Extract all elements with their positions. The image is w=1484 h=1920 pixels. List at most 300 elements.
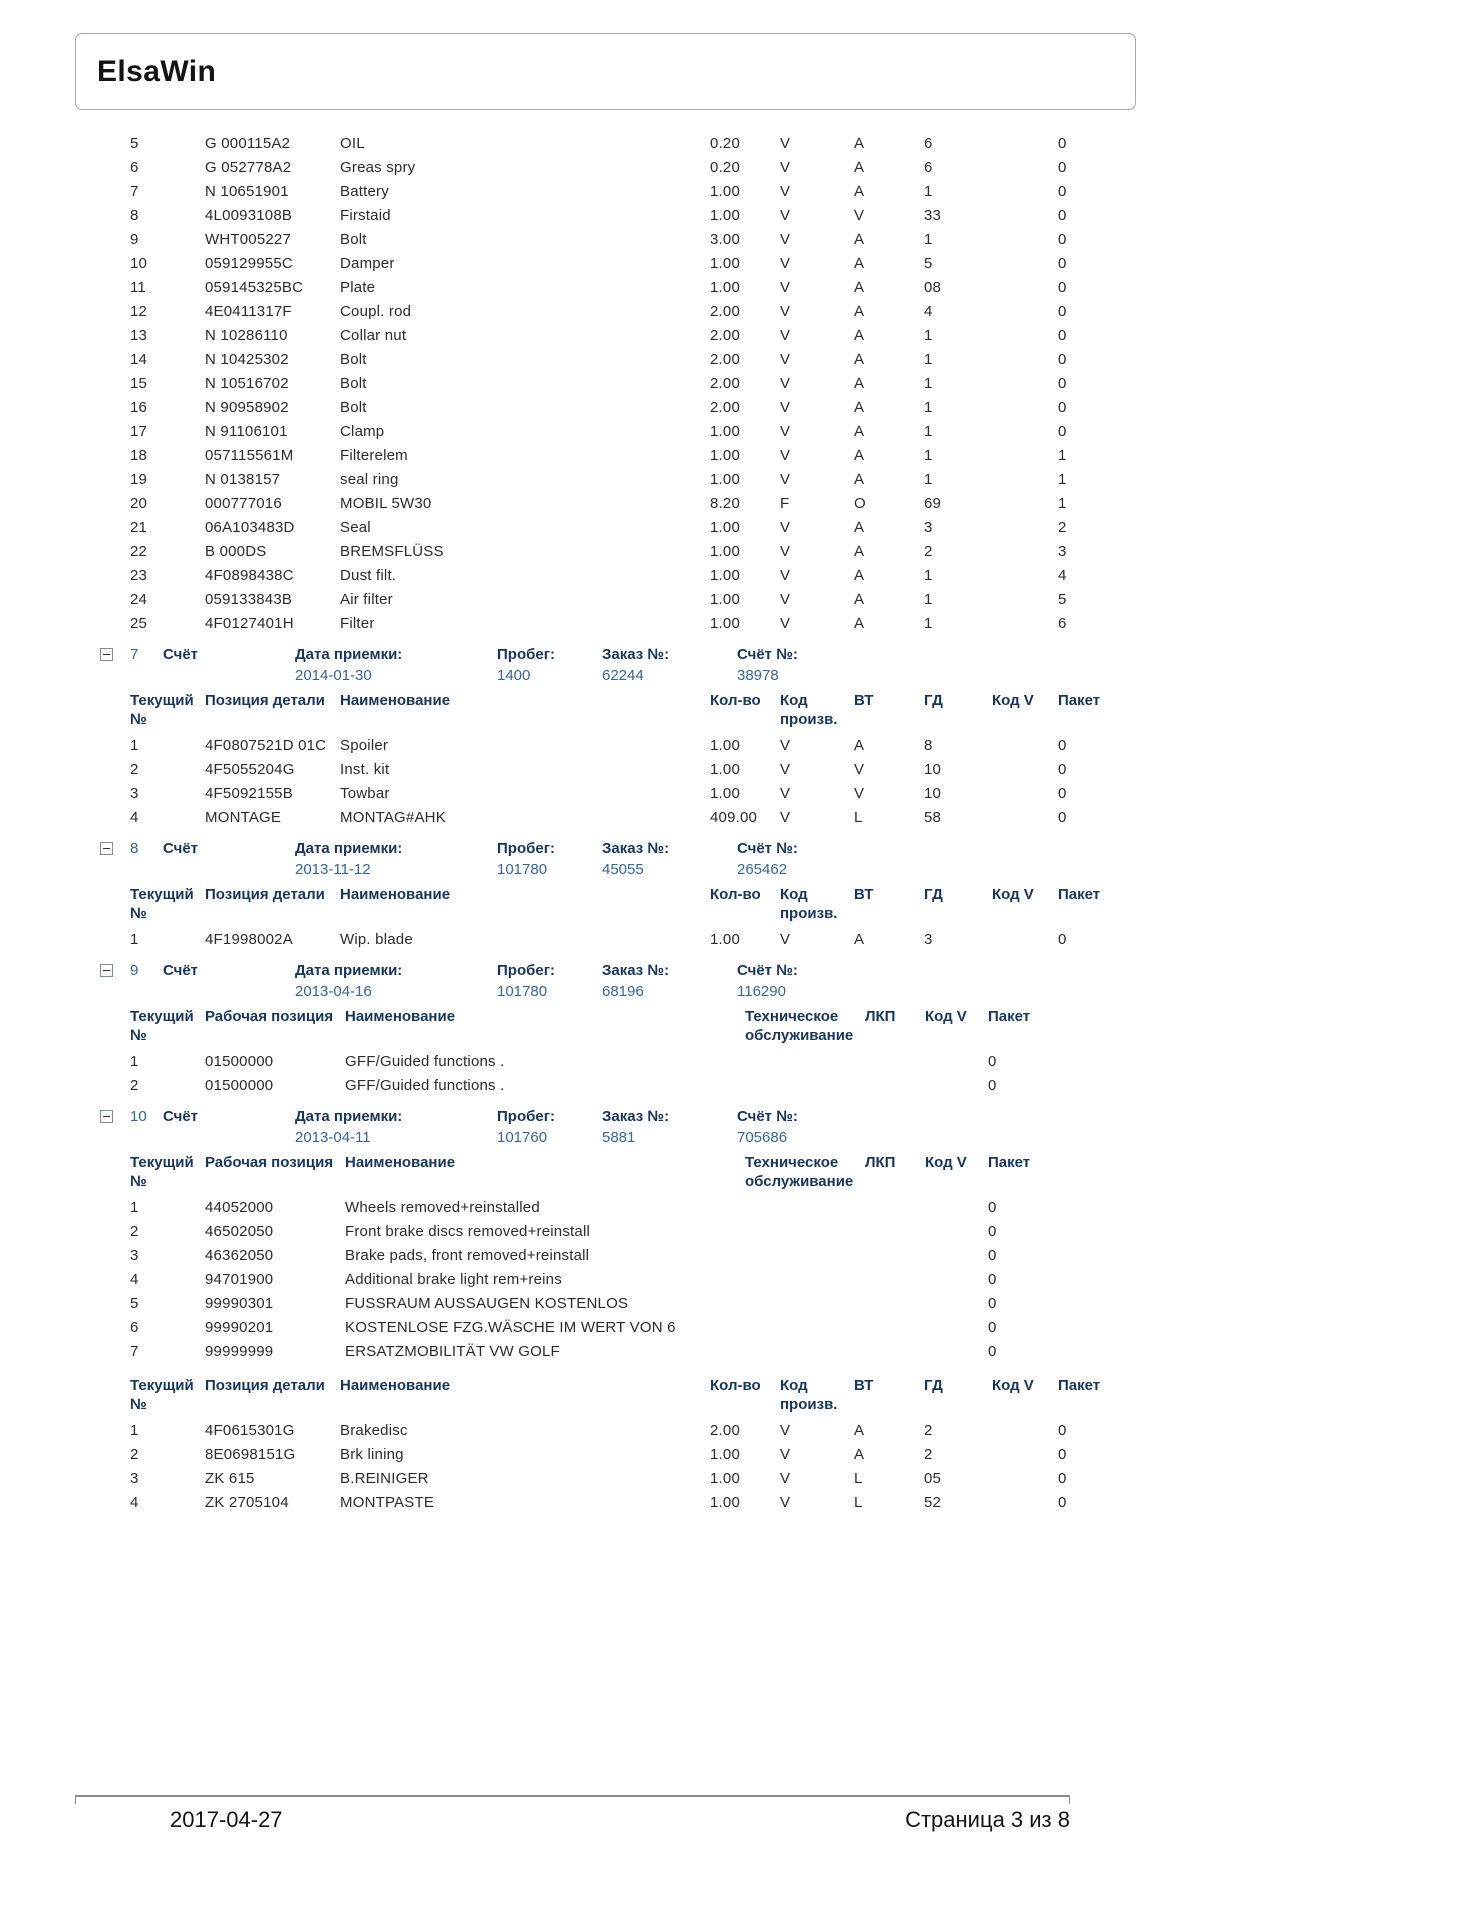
cell-paket: 0 bbox=[988, 1319, 997, 1336]
cell-vt: A bbox=[854, 231, 865, 248]
cell-row-number: 1 bbox=[130, 737, 139, 754]
invoice-no-label: Счёт №: bbox=[737, 646, 798, 663]
cell-manufacturer-code: V bbox=[780, 567, 791, 584]
section-invoice-7 bbox=[95, 645, 1225, 830]
cell-part-name: Wip. blade bbox=[340, 931, 413, 948]
section-invoice-8 bbox=[95, 839, 1225, 952]
cell-work-name: KOSTENLOSE FZG.WÄSCHE IM WERT VON 6 bbox=[345, 1319, 676, 1336]
cell-manufacturer-code: V bbox=[780, 785, 791, 802]
cell-lkp bbox=[865, 1316, 925, 1340]
cell-paket: 1 bbox=[1058, 447, 1067, 464]
col-paket: Пакет bbox=[988, 1154, 1031, 1171]
order-no-value: 45055 bbox=[602, 861, 644, 878]
cell-paket: 0 bbox=[988, 1077, 997, 1094]
acceptance-date-value: 2013-04-11 bbox=[295, 1129, 371, 1146]
cell-vt: A bbox=[854, 543, 865, 560]
order-no-value: 68196 bbox=[602, 983, 644, 1000]
parts-header-row bbox=[130, 1376, 1138, 1419]
invoice-header bbox=[95, 839, 1225, 879]
cell-gd: 1 bbox=[924, 183, 933, 200]
cell-paket: 3 bbox=[1058, 543, 1067, 560]
cell-work-position: 01500000 bbox=[205, 1077, 274, 1094]
cell-part-number: N 10286110 bbox=[205, 327, 288, 344]
invoice-no-field bbox=[737, 839, 967, 879]
col-name: Наименование bbox=[340, 886, 451, 903]
cell-row-number: 6 bbox=[130, 1319, 139, 1336]
cell-paket: 0 bbox=[1058, 231, 1067, 248]
cell-quantity: 1.00 bbox=[710, 591, 740, 608]
cell-gd: 2 bbox=[924, 1446, 933, 1463]
cell-quantity: 0.20 bbox=[710, 135, 740, 152]
cell-row-number: 15 bbox=[130, 375, 148, 392]
cell-lkp bbox=[865, 1196, 925, 1220]
parts-row bbox=[130, 348, 1138, 372]
cell-vt: A bbox=[854, 615, 865, 632]
parts-row bbox=[130, 1443, 1138, 1467]
col-kod-v: Код V bbox=[925, 1154, 967, 1171]
cell-vt: A bbox=[854, 737, 865, 754]
col-work-position: Рабочая позиция bbox=[205, 1154, 334, 1171]
cell-lkp bbox=[865, 1050, 925, 1074]
cell-part-number: 4F0898438C bbox=[205, 567, 294, 584]
cell-part-number: G 052778A2 bbox=[205, 159, 292, 176]
work-row bbox=[130, 1244, 1073, 1268]
cell-quantity: 1.00 bbox=[710, 1494, 740, 1511]
cell-manufacturer-code: V bbox=[780, 615, 791, 632]
cell-vt: V bbox=[854, 785, 865, 802]
cell-part-name: Collar nut bbox=[340, 327, 407, 344]
cell-paket: 1 bbox=[1058, 471, 1067, 488]
invoice-no-label: Счёт №: bbox=[737, 840, 798, 857]
cell-kod-v bbox=[925, 1340, 988, 1364]
col-manufacturer-code: Код произв. bbox=[780, 1377, 838, 1413]
col-kod-v: Код V bbox=[992, 692, 1034, 709]
cell-part-name: Filter bbox=[340, 615, 375, 632]
cell-work-position: 46362050 bbox=[205, 1247, 274, 1264]
cell-part-number: 000777016 bbox=[205, 495, 282, 512]
parts-row bbox=[130, 228, 1138, 252]
cell-manufacturer-code: V bbox=[780, 1446, 791, 1463]
cell-row-number: 13 bbox=[130, 327, 148, 344]
cell-row-number: 2 bbox=[130, 1077, 139, 1094]
cell-service bbox=[745, 1050, 865, 1074]
parts-row bbox=[130, 420, 1138, 444]
cell-vt: A bbox=[854, 255, 865, 272]
cell-manufacturer-code: V bbox=[780, 303, 791, 320]
cell-part-name: Bolt bbox=[340, 375, 367, 392]
cell-part-number: 4L0093108B bbox=[205, 207, 293, 224]
cell-kod-v bbox=[992, 758, 1058, 782]
cell-gd: 10 bbox=[924, 785, 942, 802]
cell-gd: 5 bbox=[924, 255, 933, 272]
cell-work-position: 99999999 bbox=[205, 1343, 274, 1360]
cell-kod-v bbox=[992, 324, 1058, 348]
cell-part-name: MONTAG#AHK bbox=[340, 809, 446, 826]
work-row bbox=[130, 1340, 1073, 1364]
invoice-number: 9 bbox=[130, 962, 139, 979]
acceptance-date-value: 2013-11-12 bbox=[295, 861, 371, 878]
cell-kod-v bbox=[992, 156, 1058, 180]
cell-manufacturer-code: V bbox=[780, 931, 791, 948]
cell-work-position: 99990301 bbox=[205, 1295, 274, 1312]
cell-kod-v bbox=[925, 1220, 988, 1244]
work-row bbox=[130, 1292, 1073, 1316]
cell-service bbox=[745, 1340, 865, 1364]
cell-gd: 52 bbox=[924, 1494, 942, 1511]
parts-row bbox=[130, 132, 1138, 156]
cell-lkp bbox=[865, 1074, 925, 1098]
cell-manufacturer-code: V bbox=[780, 471, 791, 488]
cell-part-number: N 0138157 bbox=[205, 471, 281, 488]
col-quantity: Кол-во bbox=[710, 886, 761, 903]
cell-row-number: 25 bbox=[130, 615, 148, 632]
cell-gd: 8 bbox=[924, 737, 933, 754]
cell-vt: A bbox=[854, 423, 865, 440]
cell-service bbox=[745, 1292, 865, 1316]
cell-quantity: 1.00 bbox=[710, 447, 740, 464]
cell-manufacturer-code: V bbox=[780, 207, 791, 224]
cell-manufacturer-code: V bbox=[780, 591, 791, 608]
cell-gd: 05 bbox=[924, 1470, 942, 1487]
mileage-field bbox=[497, 839, 602, 879]
cell-row-number: 11 bbox=[130, 279, 146, 296]
collapse-icon[interactable] bbox=[100, 1110, 113, 1123]
cell-part-name: BREMSFLÜSS bbox=[340, 543, 444, 560]
invoice-no-value: 265462 bbox=[737, 861, 788, 878]
col-manufacturer-code: Код произв. bbox=[780, 886, 838, 922]
cell-part-name: MOBIL 5W30 bbox=[340, 495, 432, 512]
cell-quantity: 2.00 bbox=[710, 351, 740, 368]
cell-manufacturer-code: V bbox=[780, 1470, 791, 1487]
cell-work-position: 01500000 bbox=[205, 1053, 274, 1070]
cell-gd: 08 bbox=[924, 279, 942, 296]
cell-part-name: Brakedisc bbox=[340, 1422, 408, 1439]
cell-part-number: 059145325BC bbox=[205, 279, 304, 296]
parts-row bbox=[130, 372, 1138, 396]
cell-gd: 1 bbox=[924, 471, 933, 488]
cell-part-number: 4F0615301G bbox=[205, 1422, 295, 1439]
invoice-no-label: Счёт №: bbox=[737, 1108, 798, 1125]
collapse-icon[interactable] bbox=[100, 964, 113, 977]
col-current-no: Текущий № bbox=[130, 1154, 194, 1190]
invoice-label: Счёт bbox=[163, 840, 199, 857]
cell-gd: 33 bbox=[924, 207, 942, 224]
cell-row-number: 23 bbox=[130, 567, 148, 584]
cell-part-number: 4E0411317F bbox=[205, 303, 292, 320]
cell-quantity: 1.00 bbox=[710, 931, 740, 948]
cell-row-number: 24 bbox=[130, 591, 148, 608]
cell-vt: V bbox=[854, 761, 865, 778]
cell-kod-v bbox=[992, 204, 1058, 228]
parts-row bbox=[130, 1419, 1138, 1443]
col-kod-v: Код V bbox=[925, 1008, 967, 1025]
cell-gd: 1 bbox=[924, 423, 933, 440]
cell-row-number: 6 bbox=[130, 159, 139, 176]
mileage-field bbox=[497, 645, 602, 685]
cell-manufacturer-code: V bbox=[780, 351, 791, 368]
cell-kod-v bbox=[992, 928, 1058, 952]
invoice-no-field bbox=[737, 1107, 967, 1147]
cell-quantity: 1.00 bbox=[710, 255, 740, 272]
cell-vt: L bbox=[854, 1470, 863, 1487]
col-service: Техническое обслуживание bbox=[745, 1154, 854, 1190]
cell-paket: 5 bbox=[1058, 591, 1067, 608]
col-vt: ВТ bbox=[854, 1377, 874, 1394]
cell-row-number: 19 bbox=[130, 471, 148, 488]
section-invoice-10 bbox=[95, 1107, 1225, 1515]
invoice-number: 10 bbox=[130, 1108, 147, 1125]
invoice-label: Счёт bbox=[163, 646, 199, 663]
cell-paket: 0 bbox=[1058, 1446, 1067, 1463]
cell-row-number: 9 bbox=[130, 231, 139, 248]
col-work-position: Рабочая позиция bbox=[205, 1008, 334, 1025]
cell-part-number: WHT005227 bbox=[205, 231, 292, 248]
cell-service bbox=[745, 1220, 865, 1244]
cell-gd: 10 bbox=[924, 761, 942, 778]
cell-row-number: 2 bbox=[130, 1446, 139, 1463]
parts-row bbox=[130, 1467, 1138, 1491]
cell-quantity: 2.00 bbox=[710, 1422, 740, 1439]
cell-kod-v bbox=[992, 734, 1058, 758]
cell-vt: O bbox=[854, 495, 866, 512]
cell-kod-v bbox=[992, 612, 1058, 636]
cell-vt: A bbox=[854, 399, 865, 416]
col-lkp: ЛКП bbox=[865, 1008, 896, 1025]
cell-quantity: 2.00 bbox=[710, 399, 740, 416]
cell-part-number: MONTAGE bbox=[205, 809, 282, 826]
acceptance-date-label: Дата приемки: bbox=[295, 962, 403, 979]
cell-quantity: 1.00 bbox=[710, 785, 740, 802]
order-no-label: Заказ №: bbox=[602, 962, 670, 979]
parts-row bbox=[130, 204, 1138, 228]
cell-paket: 0 bbox=[988, 1223, 997, 1240]
cell-part-name: Bolt bbox=[340, 399, 367, 416]
cell-quantity: 1.00 bbox=[710, 615, 740, 632]
cell-part-name: Bolt bbox=[340, 231, 367, 248]
parts-row bbox=[130, 1491, 1138, 1515]
mileage-label: Пробег: bbox=[497, 962, 555, 979]
cell-work-name: FUSSRAUM AUSSAUGEN KOSTENLOS bbox=[345, 1295, 629, 1312]
mileage-label: Пробег: bbox=[497, 1108, 555, 1125]
parts-row bbox=[130, 300, 1138, 324]
col-paket: Пакет bbox=[1058, 886, 1101, 903]
col-current-no: Текущий № bbox=[130, 1008, 194, 1044]
cell-work-name: Front brake discs removed+reinstall bbox=[345, 1223, 591, 1240]
acceptance-date-field bbox=[295, 645, 497, 685]
cell-kod-v bbox=[925, 1074, 988, 1098]
section-invoice-9 bbox=[95, 961, 1225, 1098]
cell-manufacturer-code: V bbox=[780, 279, 791, 296]
col-gd: ГД bbox=[924, 1377, 943, 1394]
cell-part-name: B.REINIGER bbox=[340, 1470, 429, 1487]
parts-row bbox=[130, 444, 1138, 468]
cell-kod-v bbox=[925, 1050, 988, 1074]
app-title: ElsaWin bbox=[97, 54, 217, 88]
cell-part-name: Filterelem bbox=[340, 447, 408, 464]
cell-paket: 0 bbox=[988, 1247, 997, 1264]
acceptance-date-value: 2014-01-30 bbox=[295, 667, 372, 684]
cell-quantity: 3.00 bbox=[710, 231, 740, 248]
cell-gd: 2 bbox=[924, 1422, 933, 1439]
cell-gd: 69 bbox=[924, 495, 942, 512]
cell-quantity: 2.00 bbox=[710, 303, 740, 320]
invoice-no-field bbox=[737, 961, 967, 1001]
cell-kod-v bbox=[925, 1196, 988, 1220]
cell-service bbox=[745, 1196, 865, 1220]
col-lkp: ЛКП bbox=[865, 1154, 896, 1171]
cell-paket: 0 bbox=[1058, 785, 1067, 802]
cell-part-name: Clamp bbox=[340, 423, 385, 440]
cell-vt: A bbox=[854, 135, 865, 152]
cell-part-name: Towbar bbox=[340, 785, 390, 802]
cell-work-position: 46502050 bbox=[205, 1223, 274, 1240]
cell-quantity: 1.00 bbox=[710, 471, 740, 488]
collapse-icon[interactable] bbox=[100, 842, 113, 855]
invoice-number: 8 bbox=[130, 840, 139, 857]
cell-vt: A bbox=[854, 279, 865, 296]
cell-part-name: Greas spry bbox=[340, 159, 416, 176]
cell-paket: 0 bbox=[1058, 255, 1067, 272]
cell-kod-v bbox=[992, 806, 1058, 830]
invoice-header bbox=[95, 1107, 1225, 1147]
cell-kod-v bbox=[992, 1467, 1058, 1491]
col-vt: ВТ bbox=[854, 886, 874, 903]
invoice-header bbox=[95, 961, 1225, 1001]
collapse-icon[interactable] bbox=[100, 648, 113, 661]
cell-row-number: 1 bbox=[130, 931, 139, 948]
cell-row-number: 18 bbox=[130, 447, 148, 464]
cell-kod-v bbox=[992, 372, 1058, 396]
cell-paket: 2 bbox=[1058, 519, 1067, 536]
col-gd: ГД bbox=[924, 692, 943, 709]
cell-lkp bbox=[865, 1340, 925, 1364]
cell-kod-v bbox=[925, 1292, 988, 1316]
invoice-number: 7 bbox=[130, 646, 139, 663]
cell-row-number: 3 bbox=[130, 785, 139, 802]
work-row bbox=[130, 1074, 1073, 1098]
cell-kod-v bbox=[992, 468, 1058, 492]
cell-kod-v bbox=[992, 1419, 1058, 1443]
cell-quantity: 1.00 bbox=[710, 1446, 740, 1463]
cell-service bbox=[745, 1074, 865, 1098]
cell-kod-v bbox=[992, 348, 1058, 372]
cell-vt: A bbox=[854, 567, 865, 584]
mileage-value: 101780 bbox=[497, 983, 548, 1000]
invoice-no-label: Счёт №: bbox=[737, 962, 798, 979]
cell-paket: 0 bbox=[1058, 423, 1067, 440]
order-no-field bbox=[602, 1107, 737, 1147]
cell-row-number: 8 bbox=[130, 207, 139, 224]
cell-row-number: 7 bbox=[130, 1343, 139, 1360]
acceptance-date-field bbox=[295, 839, 497, 879]
cell-part-name: Damper bbox=[340, 255, 395, 272]
order-no-label: Заказ №: bbox=[602, 646, 670, 663]
cell-part-name: Seal bbox=[340, 519, 371, 536]
cell-gd: 1 bbox=[924, 399, 933, 416]
cell-quantity: 1.00 bbox=[710, 519, 740, 536]
cell-row-number: 4 bbox=[130, 809, 139, 826]
cell-paket: 0 bbox=[1058, 327, 1067, 344]
page-indicator: Страница 3 из 8 bbox=[905, 1807, 1070, 1832]
cell-row-number: 21 bbox=[130, 519, 148, 536]
cell-work-name: GFF/Guided functions . bbox=[345, 1077, 505, 1094]
page-footer bbox=[75, 1795, 1070, 1833]
cell-part-number: 059133843B bbox=[205, 591, 293, 608]
order-no-label: Заказ №: bbox=[602, 840, 670, 857]
cell-vt: A bbox=[854, 591, 865, 608]
cell-vt: A bbox=[854, 519, 865, 536]
cell-manufacturer-code: V bbox=[780, 159, 791, 176]
cell-row-number: 5 bbox=[130, 1295, 139, 1312]
cell-part-number: 4F1998002A bbox=[205, 931, 293, 948]
parts-row bbox=[130, 928, 1138, 952]
col-current-no: Текущий № bbox=[130, 886, 194, 922]
parts-row bbox=[130, 540, 1138, 564]
cell-manufacturer-code: V bbox=[780, 327, 791, 344]
cell-vt: A bbox=[854, 327, 865, 344]
parts-row bbox=[130, 396, 1138, 420]
cell-row-number: 1 bbox=[130, 1053, 139, 1070]
cell-quantity: 1.00 bbox=[710, 737, 740, 754]
cell-vt: A bbox=[854, 471, 865, 488]
cell-gd: 1 bbox=[924, 567, 933, 584]
cell-work-position: 44052000 bbox=[205, 1199, 274, 1216]
cell-quantity: 1.00 bbox=[710, 279, 740, 296]
cell-kod-v bbox=[992, 564, 1058, 588]
mileage-value: 101780 bbox=[497, 861, 548, 878]
cell-part-name: Air filter bbox=[340, 591, 393, 608]
cell-vt: L bbox=[854, 1494, 863, 1511]
cell-manufacturer-code: V bbox=[780, 543, 791, 560]
cell-part-number: ZK 615 bbox=[205, 1470, 255, 1487]
parts-row bbox=[130, 564, 1138, 588]
col-paket: Пакет bbox=[988, 1008, 1031, 1025]
parts-table-continued bbox=[130, 132, 1138, 636]
order-no-field bbox=[602, 645, 737, 685]
cell-paket: 0 bbox=[988, 1053, 997, 1070]
cell-vt: A bbox=[854, 447, 865, 464]
cell-paket: 0 bbox=[1058, 761, 1067, 778]
cell-vt: V bbox=[854, 207, 865, 224]
cell-vt: L bbox=[854, 809, 863, 826]
parts-row bbox=[130, 588, 1138, 612]
cell-part-number: N 10651901 bbox=[205, 183, 289, 200]
cell-row-number: 1 bbox=[130, 1199, 139, 1216]
cell-quantity: 0.20 bbox=[710, 159, 740, 176]
mileage-field bbox=[497, 1107, 602, 1147]
order-no-field bbox=[602, 839, 737, 879]
col-paket: Пакет bbox=[1058, 692, 1101, 709]
col-part-position: Позиция детали bbox=[205, 1377, 325, 1394]
cell-work-name: Additional brake light rem+reins bbox=[345, 1271, 562, 1288]
cell-quantity: 1.00 bbox=[710, 543, 740, 560]
col-gd: ГД bbox=[924, 886, 943, 903]
mileage-label: Пробег: bbox=[497, 646, 555, 663]
cell-lkp bbox=[865, 1292, 925, 1316]
invoice-label: Счёт bbox=[163, 962, 199, 979]
parts-row bbox=[130, 612, 1138, 636]
cell-paket: 0 bbox=[1058, 1422, 1067, 1439]
cell-vt: A bbox=[854, 931, 865, 948]
cell-paket: 0 bbox=[1058, 809, 1067, 826]
parts-header-row bbox=[130, 691, 1138, 734]
cell-paket: 0 bbox=[1058, 737, 1067, 754]
cell-paket: 1 bbox=[1058, 495, 1067, 512]
cell-quantity: 1.00 bbox=[710, 207, 740, 224]
cell-gd: 1 bbox=[924, 615, 933, 632]
acceptance-date-field bbox=[295, 961, 497, 1001]
cell-gd: 4 bbox=[924, 303, 933, 320]
